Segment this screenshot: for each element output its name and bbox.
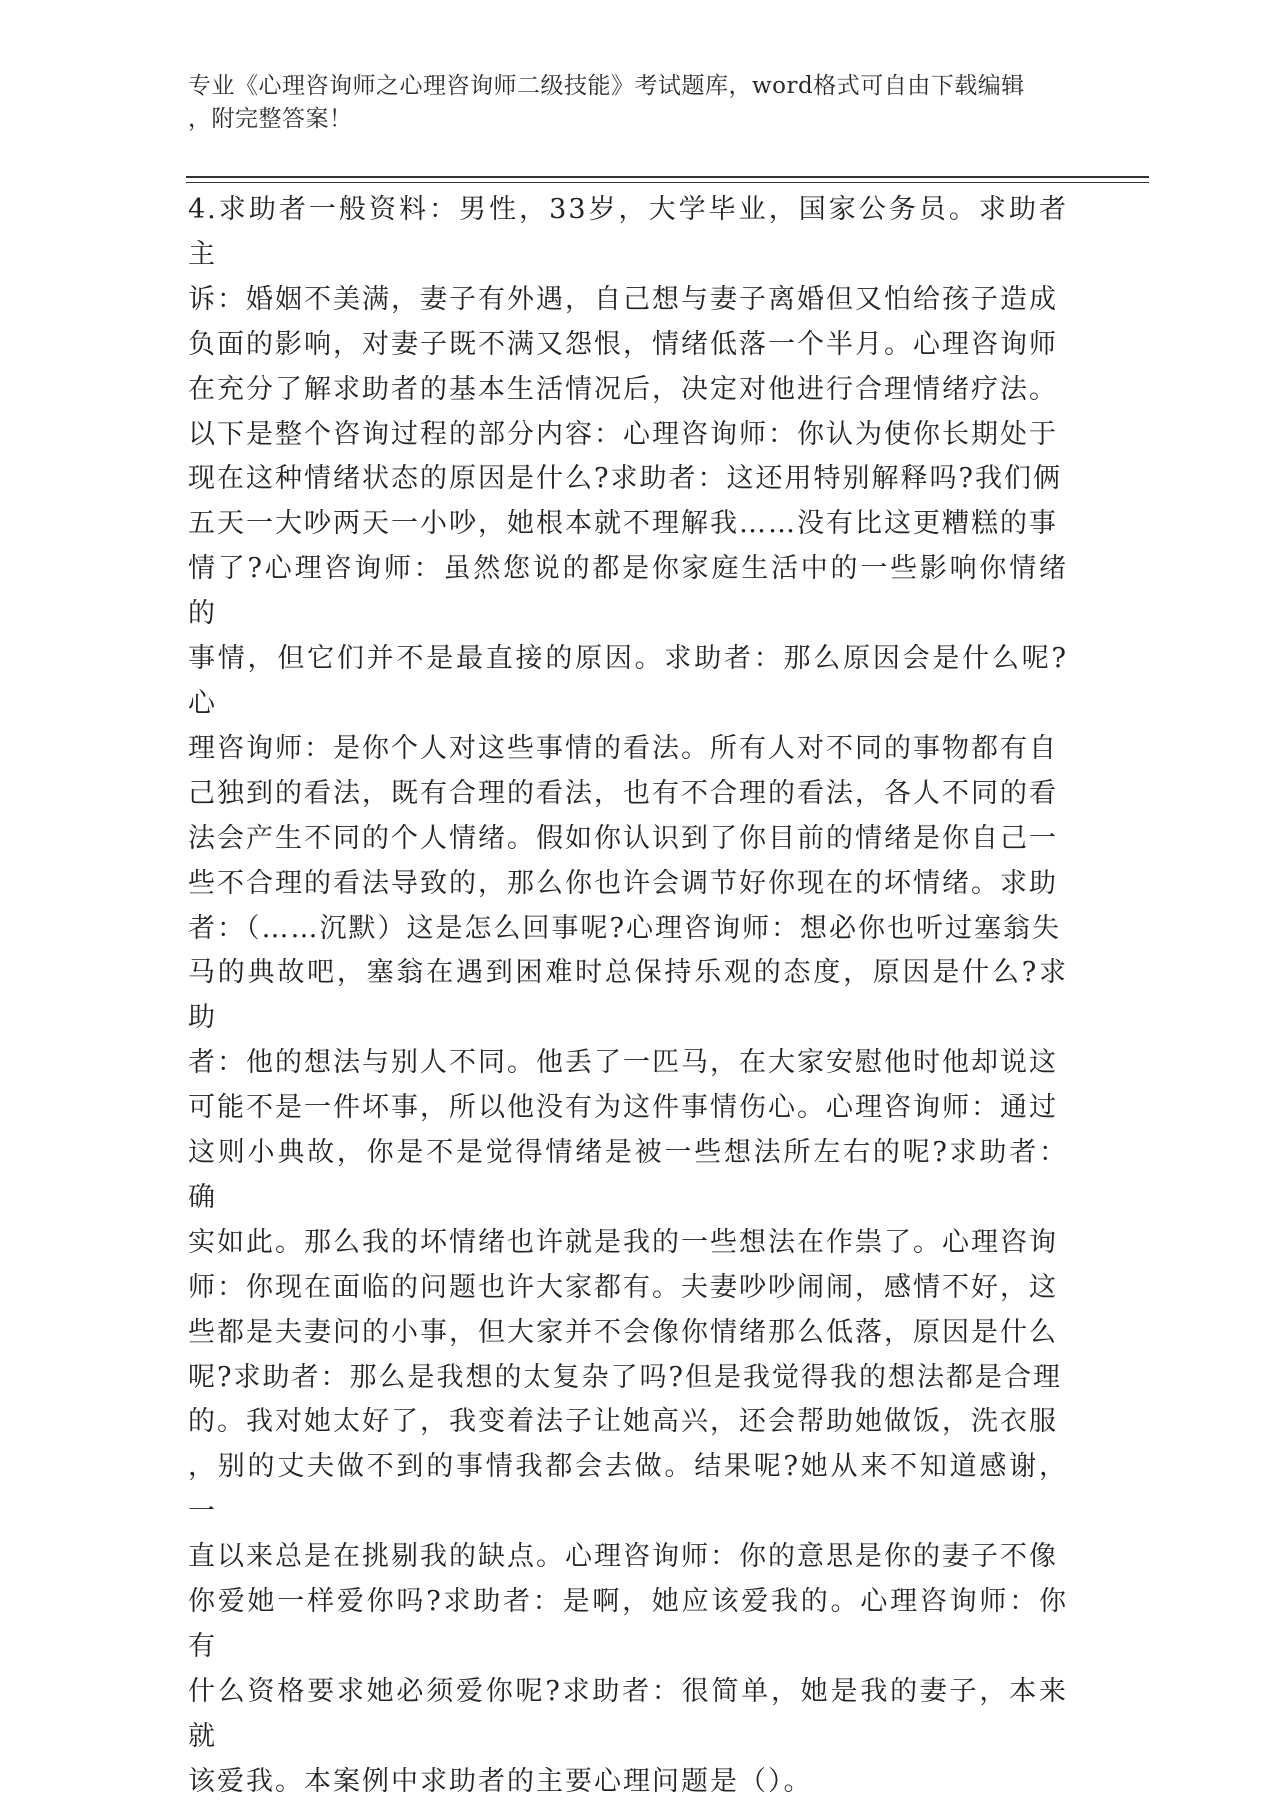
question-line: 在充分了解求助者的基本生活情况后，决定对他进行合理情绪疗法。 (188, 373, 1058, 405)
question-line: 理咨询师：是你个人对这些事情的看法。所有人对不同的事物都有自 (188, 732, 1058, 764)
header-divider-thin (186, 182, 1149, 183)
question-line: 负面的影响，对妻子既不满又怨恨，情绪低落一个半月。心理咨询师 (188, 328, 1058, 360)
header-line-1: 专业《心理咨询师之心理咨询师二级技能》考试题库，word格式可自由下载编辑 (188, 73, 1025, 99)
question-line: 这则小典故，你是不是觉得情绪是被一些想法所左右的呢?求助者：确 (188, 1137, 1068, 1213)
question-line: 你爱她一样爱你吗?求助者：是啊，她应该爱我的。心理咨询师：你有 (188, 1586, 1068, 1662)
question-line: 4.求助者一般资料：男性，33岁，大学毕业，国家公务员。求助者主 (188, 194, 1068, 270)
question-4-text (188, 188, 1068, 1805)
question-line: 呢?求助者：那么是我想的太复杂了吗?但是我觉得我的想法都是合理 (188, 1361, 1062, 1393)
question-line: 者：（……沉默）这是怎么回事呢?心理咨询师：想必你也听过塞翁失 (188, 912, 1061, 944)
question-line: 实如此。那么我的坏情绪也许就是我的一些想法在作祟了。心理咨询 (188, 1226, 1058, 1258)
question-line: 什么资格要求她必须爱你呢?求助者：很简单，她是我的妻子，本来就 (188, 1675, 1068, 1752)
header-line-2: ，附完整答案！ (188, 106, 353, 132)
question-line: 五天一大吵两天一小吵，她根本就不理解我……没有比这更糟糕的事 (188, 508, 1058, 540)
question-line: 些都是夫妻问的小事，但大家并不会像你情绪那么低落，原因是什么 (188, 1316, 1058, 1348)
question-line: 师：你现在面临的问题也许大家都有。夫妻吵吵闹闹，感情不好，这 (188, 1271, 1058, 1303)
question-line: 现在这种情绪状态的原因是什么?求助者：这还用特别解释吗?我们俩 (188, 463, 1062, 495)
question-line: 马的典故吧，塞翁在遇到困难时总保持乐观的态度，原因是什么?求助 (188, 957, 1068, 1034)
question-line: 该爱我。本案例中求助者的主要心理问题是（）。 (188, 1765, 813, 1797)
question-line: ，别的丈夫做不到的事情我都会去做。结果呢?她从来不知道感谢，一 (188, 1451, 1068, 1528)
question-line: 者：他的想法与别人不同。他丢了一匹马，在大家安慰他时他却说这 (188, 1047, 1058, 1079)
question-line: 可能不是一件坏事，所以他没有为这件事情伤心。心理咨询师：通过 (188, 1092, 1058, 1124)
question-line: 诉：婚姻不美满，妻子有外遇，自己想与妻子离婚但又怕给孩子造成 (188, 283, 1058, 315)
question-line: 直以来总是在挑剔我的缺点。心理咨询师：你的意思是你的妻子不像 (188, 1541, 1058, 1573)
question-line: 的。我对她太好了，我变着法子让她高兴，还会帮助她做饭，洗衣服 (188, 1406, 1058, 1438)
question-line: 法会产生不同的个人情绪。假如你认识到了你目前的情绪是你自己一 (188, 822, 1058, 854)
header-divider-thick (186, 176, 1149, 178)
page-header (188, 70, 1068, 136)
question-line: 己独到的看法，既有合理的看法，也有不合理的看法，各人不同的看 (188, 777, 1058, 809)
question-line: 些不合理的看法导致的，那么你也许会调节好你现在的坏情绪。求助 (188, 867, 1058, 899)
question-line: 以下是整个咨询过程的部分内容：心理咨询师：你认为使你长期处于 (188, 418, 1058, 450)
question-line: 事情，但它们并不是最直接的原因。求助者：那么原因会是什么呢?心 (188, 643, 1068, 719)
question-line: 情了?心理咨询师：虽然您说的都是你家庭生活中的一些影响你情绪的 (188, 553, 1068, 630)
